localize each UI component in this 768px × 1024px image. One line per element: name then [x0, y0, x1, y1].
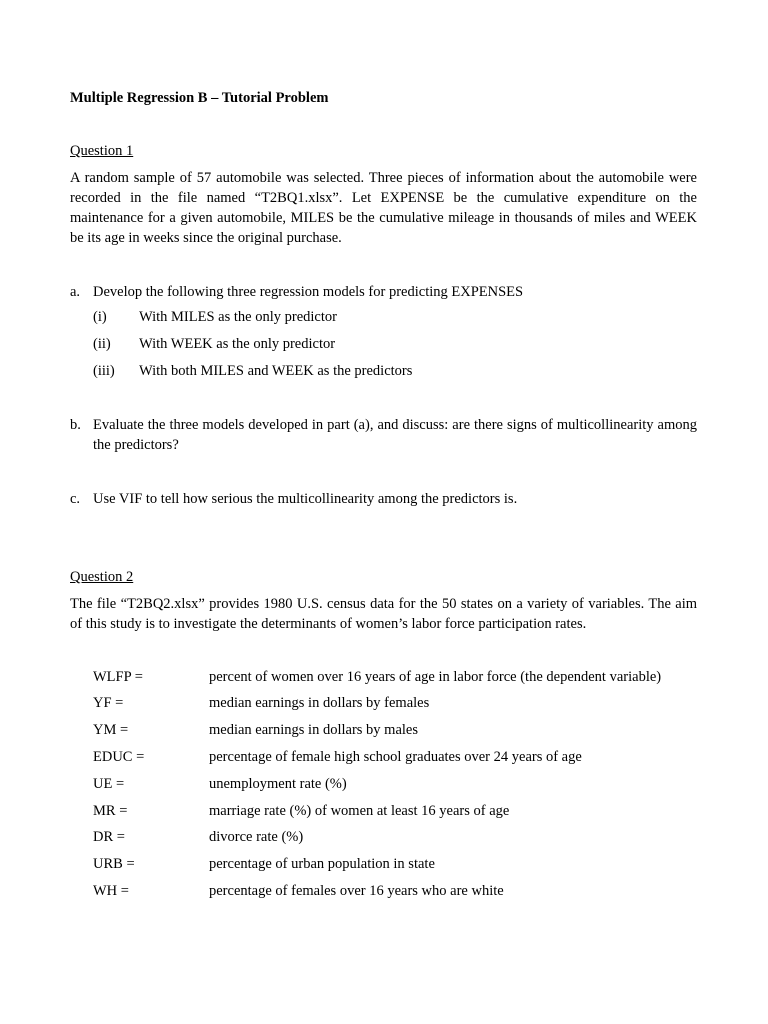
variable-name: MR = — [93, 803, 128, 819]
variable-description: percentage of urban population in state — [209, 856, 435, 872]
variable-description: percentage of female high school graduates over 24 years of age — [209, 749, 582, 765]
variable-name: DR = — [93, 829, 125, 845]
variable-description: marriage rate (%) of women at least 16 years of age — [209, 803, 510, 819]
sub-item-text: With MILES as the only predictor — [139, 309, 337, 325]
question-2-intro: The file “T2BQ2.xlsx” provides 1980 U.S. census data for the 50 states on a variety of variables. The aim of this study is to investigate the determinants of women’s labor force participation rates. — [70, 596, 697, 632]
page-title: Multiple Regression B – Tutorial Problem — [70, 90, 329, 106]
variable-description: divorce rate (%) — [209, 829, 304, 845]
part-b-text: Evaluate the three models developed in part (a), and discuss: are there signs of multicollinearity among the predictors? — [93, 417, 697, 453]
part-a — [70, 282, 697, 302]
variable-name: UE = — [93, 776, 125, 792]
part-a-text: Develop the following three regression models for predicting EXPENSES — [93, 284, 524, 300]
sub-item-text: With both MILES and WEEK as the predictors — [139, 363, 413, 379]
part-b-label: b. — [70, 417, 81, 433]
part-c-label: c. — [70, 491, 81, 507]
part-a-label: a. — [70, 284, 81, 300]
sub-item-number: (ii) — [93, 336, 111, 352]
variable-name: YF = — [93, 695, 124, 711]
variable-name: WH = — [93, 883, 129, 899]
part-c-text: Use VIF to tell how serious the multicollinearity among the predictors is. — [93, 491, 518, 507]
variable-description: unemployment rate (%) — [209, 776, 347, 792]
variable-description: percent of women over 16 years of age in labor force (the dependent variable) — [209, 669, 662, 685]
question-1-heading: Question 1 — [70, 143, 134, 159]
variable-name: URB = — [93, 856, 135, 872]
variable-description: median earnings in dollars by females — [209, 695, 430, 711]
part-c — [70, 489, 697, 509]
variable-description: percentage of females over 16 years who are white — [209, 883, 504, 899]
variable-name: WLFP = — [93, 669, 143, 685]
sub-item-text: With WEEK as the only predictor — [139, 336, 336, 352]
sub-item-number: (iii) — [93, 363, 115, 379]
sub-item-number: (i) — [93, 309, 107, 325]
variable-description: median earnings in dollars by males — [209, 722, 418, 738]
variable-name: EDUC = — [93, 749, 145, 765]
variable-name: YM = — [93, 722, 129, 738]
question-1-intro: A random sample of 57 automobile was selected. Three pieces of information about the automobile were recorded in the file named “T2BQ1.xlsx”. Let EXPENSE be the cumulative expenditure on the maintenance for a given automobile, MILES be the cumulative mileage in thousands of miles and WEEK be its age in weeks since the original purchase. — [70, 170, 697, 246]
part-b — [70, 415, 697, 455]
question-2-heading: Question 2 — [70, 569, 134, 585]
